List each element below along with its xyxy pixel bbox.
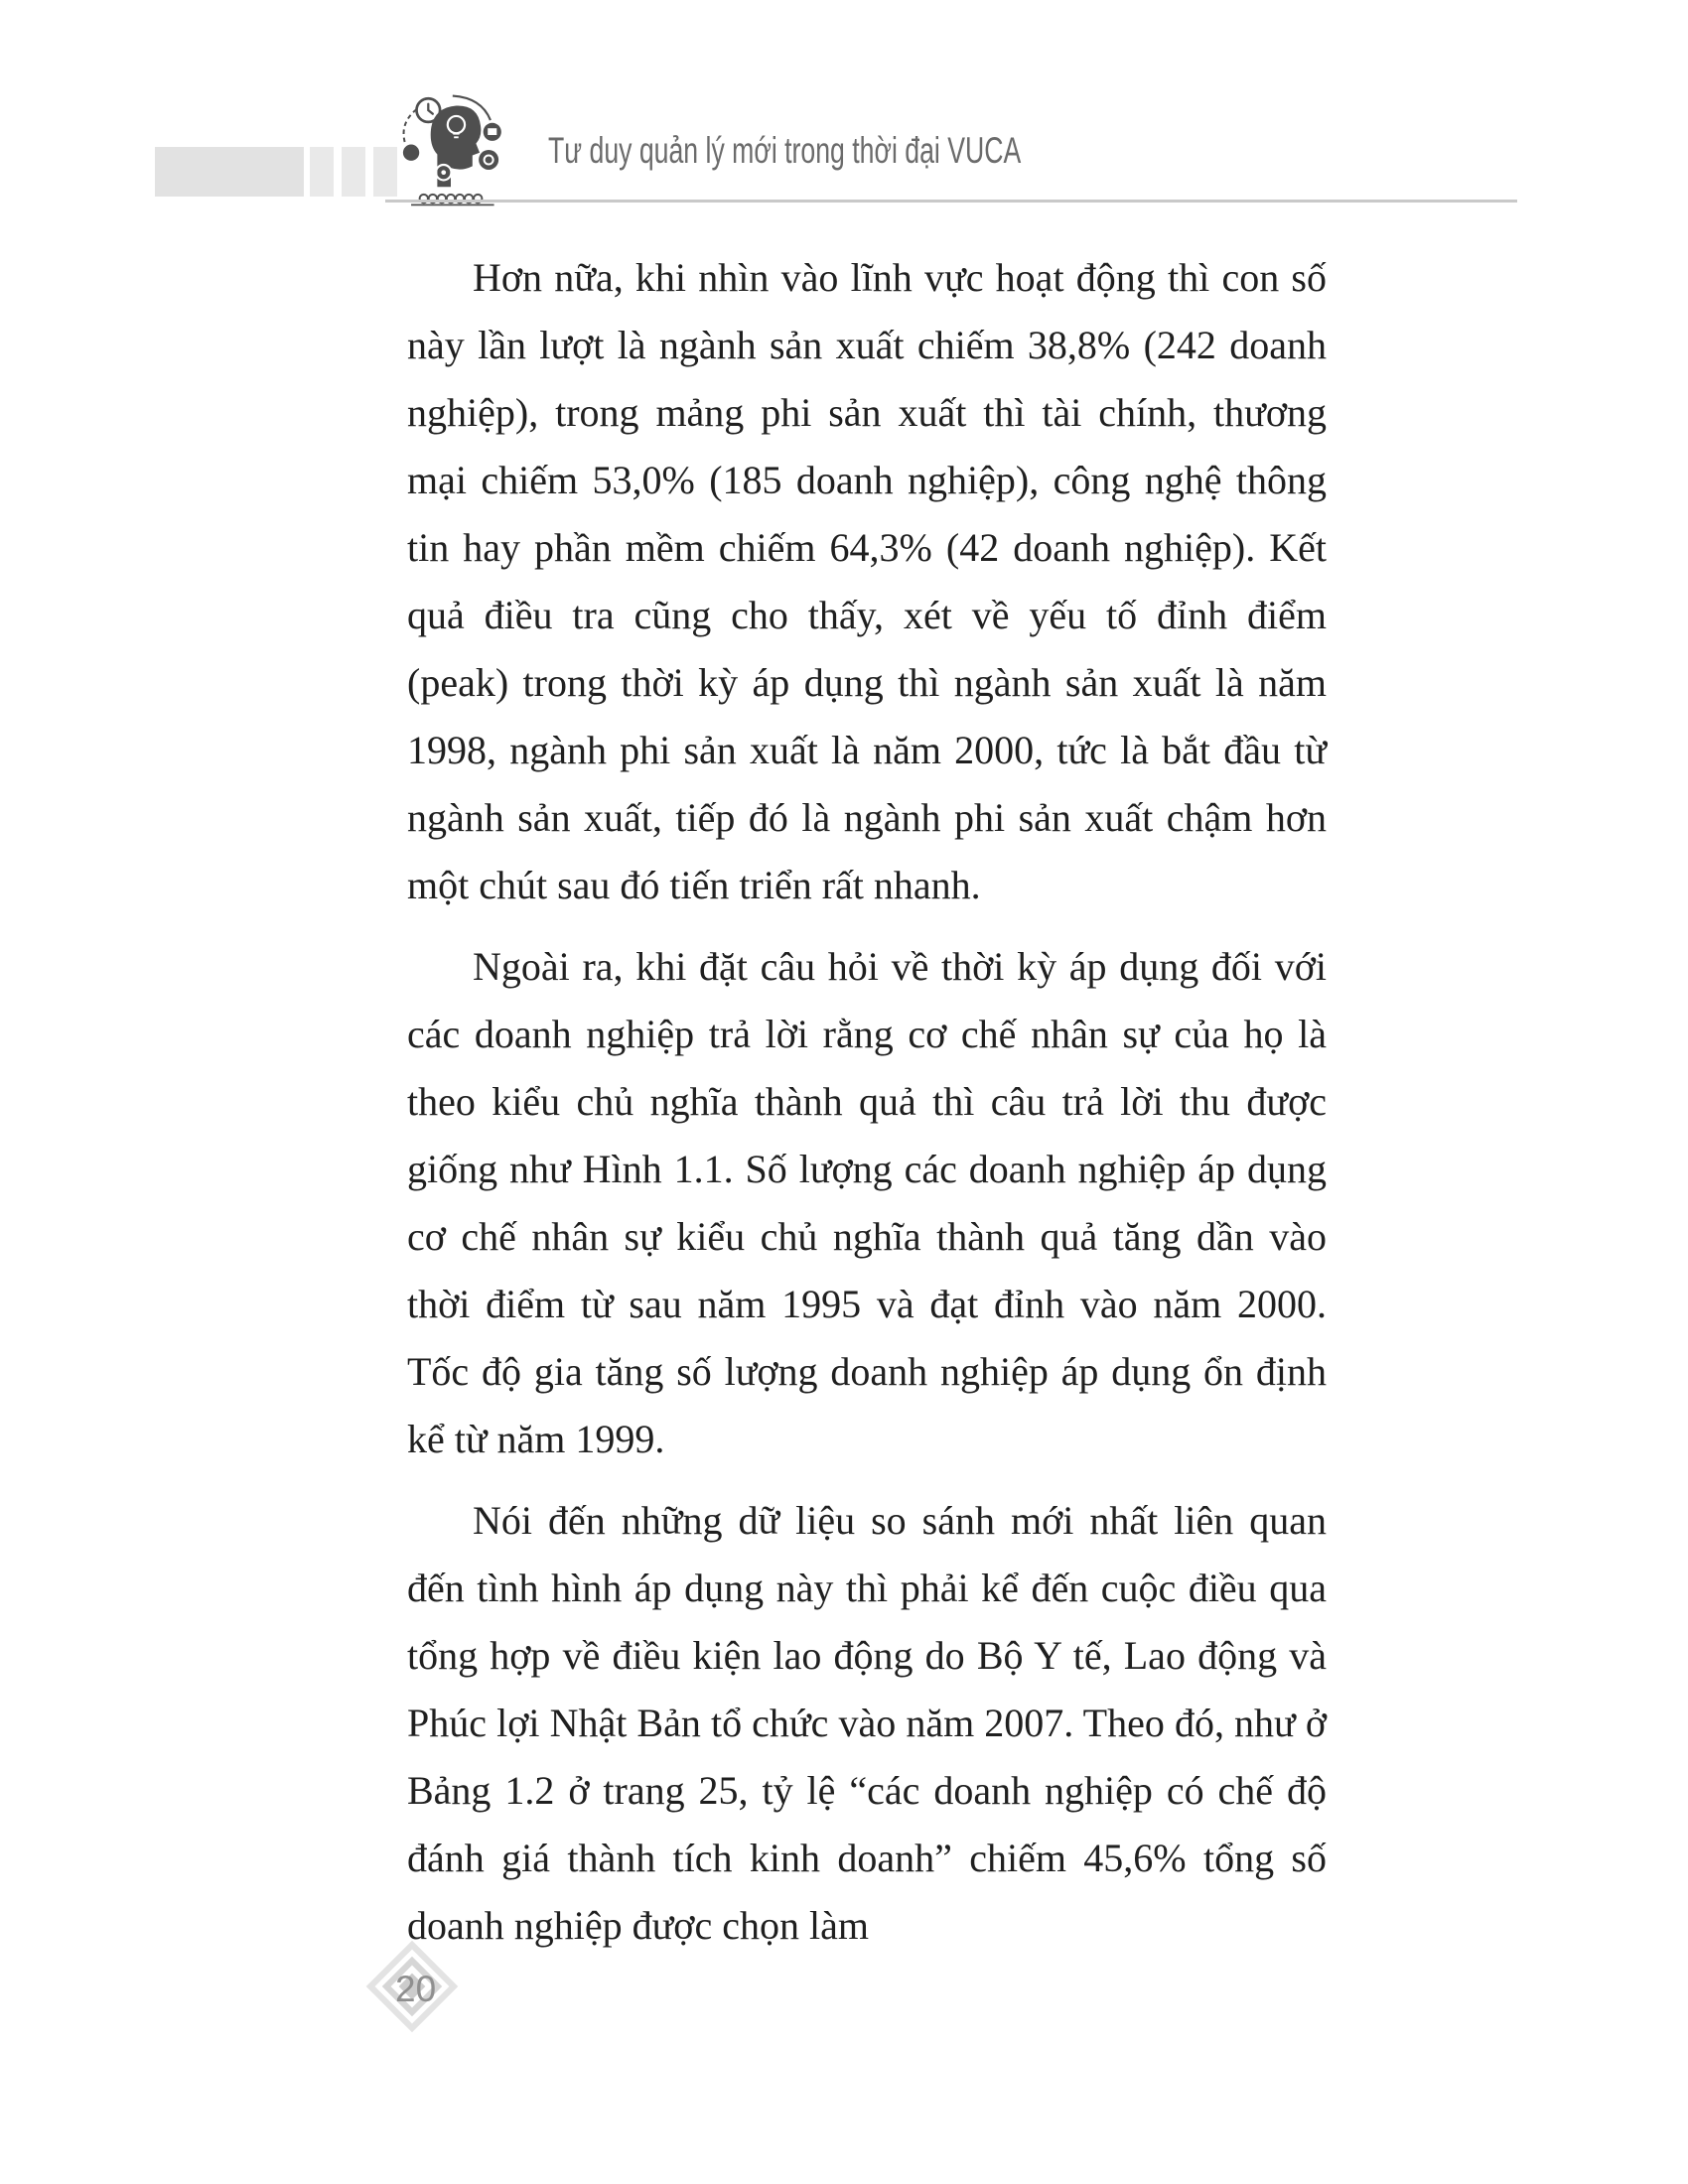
page-number: 20 (395, 1969, 437, 2009)
paragraph-2: Ngoài ra, khi đặt câu hỏi về thời kỳ áp dụng đối với các doanh nghiệp trả lời rằng cơ chế nhân sự của họ là theo kiểu chủ nghĩa thành quả thì câu trả lời thu được giống như Hình 1.1. Số lượng các doanh nghiệp áp dụng cơ chế nhân sự kiểu chủ nghĩa thành quả tăng dần vào thời điểm từ sau năm 1995 và đạt đỉnh vào năm 2000. Tốc độ gia tăng số lượng doanh nghiệp áp dụng ổn định kể từ năm 1999. (407, 944, 1327, 1461)
header-decoration-square (310, 147, 334, 197)
header-decoration-bar (155, 147, 304, 197)
header-decoration-square (342, 147, 365, 197)
page-body (407, 244, 1327, 1974)
header-decoration-square (373, 147, 397, 197)
header-underline (385, 200, 1517, 203)
running-header-title: Tư duy quản lý mới trong thời đại VUCA (548, 130, 1022, 171)
paragraph-1: Hơn nữa, khi nhìn vào lĩnh vực hoạt động thì con số này lần lượt là ngành sản xuất chiếm 38,8% (242 doanh nghiệp), trong mảng phi sản xuất thì tài chính, thương mại chiếm 53,0% (185 doanh nghiệp), công nghệ thông tin hay phần mềm chiếm 64,3% (42 doanh nghiệp). Kết quả điều tra cũng cho thấy, xét về yếu tố đỉnh điểm (peak) trong thời kỳ áp dụng thì ngành sản xuất là năm 1998, ngành phi sản xuất là năm 2000, tức là bắt đầu từ ngành sản xuất, tiếp đó là ngành phi sản xuất chậm hơn một chút sau đó tiến triển rất nhanh. (407, 255, 1327, 907)
paragraph-3: Nói đến những dữ liệu so sánh mới nhất liên quan đến tình hình áp dụng này thì phải kể đến cuộc điều qua tổng hợp về điều kiện lao động do Bộ Y tế, Lao động và Phúc lợi Nhật Bản tổ chức vào năm 2007. Theo đó, như ở Bảng 1.2 ở trang 25, tỷ lệ “các doanh nghiệp có chế độ đánh giá thành tích kinh doanh” chiếm 45,6% tổng số doanh nghiệp được chọn làm (407, 1498, 1327, 1948)
thinking-head-icon (395, 91, 506, 208)
